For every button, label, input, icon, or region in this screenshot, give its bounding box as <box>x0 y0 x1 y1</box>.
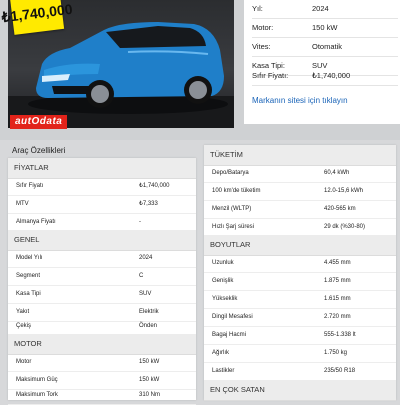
row-value: 4.455 mm <box>324 260 351 266</box>
row-value: ₺7,333 <box>139 201 158 207</box>
row-value: 29 dk (%30-80) <box>324 224 366 230</box>
table-row <box>204 309 396 327</box>
row-value: 420-565 km <box>324 206 356 212</box>
section-header-prices: FİYATLAR <box>8 158 196 179</box>
row-value: 555-1.338 lt <box>324 332 356 338</box>
section-header-bestsellers: EN ÇOK SATAN <box>204 380 396 401</box>
row-label: Almanya Fiyatı <box>16 219 56 225</box>
table-row <box>8 196 196 214</box>
summary-row-engine <box>252 19 398 38</box>
price-badge: ₺1,740,000 <box>10 0 64 35</box>
row-label: Maksimum Tork <box>16 392 58 398</box>
row-label: Dingil Mesafesi <box>212 314 253 320</box>
row-label: Yükseklik <box>212 296 238 302</box>
table-row <box>204 327 396 345</box>
section-header-general: GENEL <box>8 230 196 251</box>
row-value: 310 Nm <box>139 392 161 398</box>
row-value: 1.615 mm <box>324 296 351 302</box>
summary-label: Motor: <box>252 23 274 32</box>
row-value: Elektrik <box>139 309 159 315</box>
summary-value: SUV <box>312 61 328 70</box>
table-row <box>8 178 196 196</box>
row-value: 12.0-15,6 kWh <box>324 188 364 194</box>
summary-value: 150 kW <box>312 23 338 32</box>
row-value: Önden <box>139 323 158 329</box>
section-header-engine: MOTOR <box>8 334 196 355</box>
table-row <box>204 363 396 381</box>
summary-label: Yıl: <box>252 4 263 13</box>
row-value: SUV <box>139 291 152 297</box>
summary-label: Sıfır Fiyatı: <box>252 71 289 80</box>
table-row <box>204 291 396 309</box>
row-label: Menzil (WLTP) <box>212 206 252 212</box>
row-label: Depo/Batarya <box>212 170 249 176</box>
summary-label: Kasa Tipi: <box>252 61 285 70</box>
table-row <box>204 255 396 273</box>
row-label: Ağırlık <box>212 350 230 356</box>
row-label: Motor <box>16 359 32 365</box>
row-value: 2024 <box>139 255 153 261</box>
row-label: Maksimum Güç <box>16 377 58 383</box>
row-value: 2.720 mm <box>324 314 351 320</box>
row-value: C <box>139 273 144 279</box>
row-label: Uzunluk <box>212 260 234 266</box>
row-value: ₺1,740,000 <box>139 183 170 189</box>
row-label: Genişlik <box>212 278 234 284</box>
row-label: Model Yılı <box>16 255 43 261</box>
table-row <box>204 345 396 363</box>
table-row <box>8 354 196 372</box>
row-value: 1.875 mm <box>324 278 351 284</box>
summary-value: 2024 <box>312 4 329 13</box>
row-value: 150 kW <box>139 377 160 383</box>
table-row <box>204 273 396 291</box>
table-row <box>8 268 196 286</box>
summary-row-year <box>252 0 398 19</box>
row-label: MTV <box>16 201 29 207</box>
summary-panel <box>244 0 400 124</box>
row-label: Kasa Tipi <box>16 291 41 297</box>
row-label: 100 km'de tüketim <box>212 188 261 194</box>
row-label: Çekiş <box>16 323 32 329</box>
table-row <box>204 183 396 201</box>
table-row <box>8 286 196 304</box>
specs-table-left <box>8 158 196 400</box>
row-label: Lastikler <box>212 368 235 374</box>
row-value: - <box>139 219 141 225</box>
row-value: 1.750 kg <box>324 350 348 356</box>
table-row <box>204 165 396 183</box>
row-value: 60,4 kWh <box>324 170 350 176</box>
row-value: 235/50 R18 <box>324 368 356 374</box>
summary-label: Vites: <box>252 42 271 51</box>
summary-row-gearbox <box>252 38 398 57</box>
specs-title: Araç Özellikleri <box>12 146 66 155</box>
row-label: Yakıt <box>16 309 30 315</box>
row-label: Bagaj Hacmi <box>212 332 247 338</box>
row-value: 150 kW <box>139 359 160 365</box>
brand-site-link[interactable]: Markanın sitesi için tıklayın <box>252 96 348 105</box>
table-row <box>8 250 196 268</box>
row-label: Hızlı Şarj süresi <box>212 224 255 230</box>
summary-value: Otomatik <box>312 42 343 51</box>
autodata-logo: autOdata <box>10 115 67 129</box>
specs-table-right <box>204 145 396 400</box>
table-row <box>204 201 396 219</box>
row-label: Sıfır Fiyatı <box>16 183 44 189</box>
row-label: Segment <box>16 273 41 279</box>
section-header-dimensions: BOYUTLAR <box>204 235 396 256</box>
table-row <box>8 387 196 405</box>
section-header-consumption: TÜKETİM <box>204 145 396 166</box>
summary-value: ₺1,740,000 <box>312 71 351 80</box>
hero-section <box>0 0 400 140</box>
summary-row-price <box>252 67 398 86</box>
